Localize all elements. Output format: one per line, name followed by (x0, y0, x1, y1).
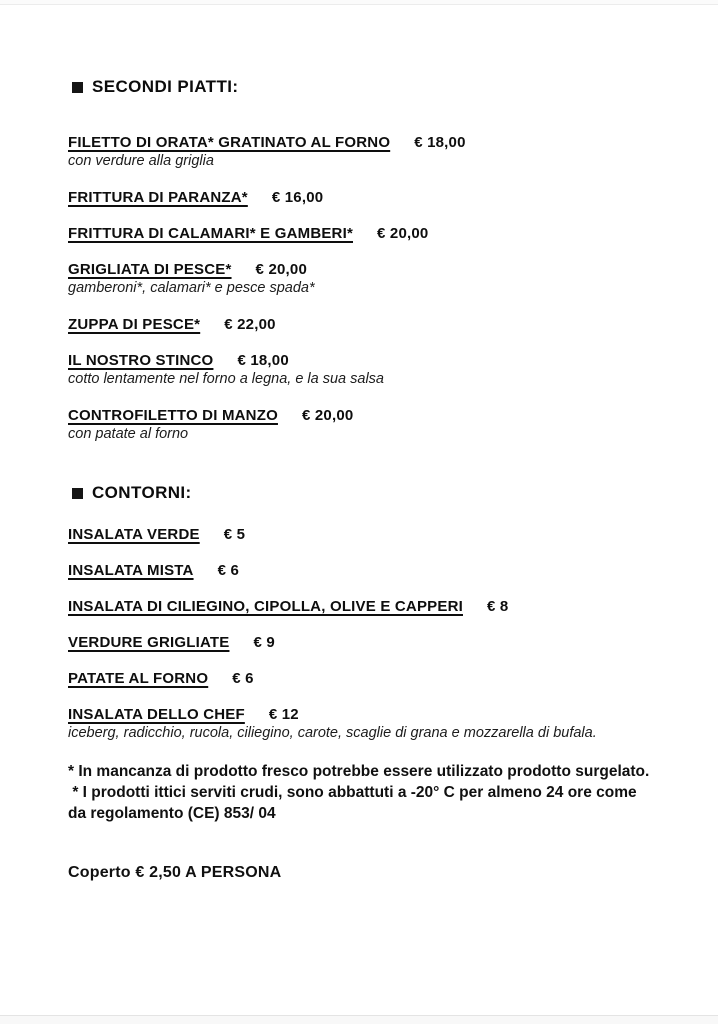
item-name: FILETTO DI ORATA* GRATINATO AL FORNO (68, 134, 391, 151)
item-name: ZUPPA DI PESCE* (68, 316, 201, 333)
item-name: VERDURE GRIGLIATE (68, 634, 230, 651)
menu-item (68, 525, 658, 544)
item-line (68, 406, 658, 425)
menu-item (68, 224, 658, 243)
item-description: cotto lentamente nel forno a legna, e la sua salsa (68, 371, 384, 387)
item-price: € 16,00 (271, 189, 324, 206)
section-title-text: SECONDI PIATTI: (92, 77, 239, 96)
item-name: CONTROFILETTO DI MANZO (68, 407, 278, 424)
square-bullet-icon (72, 488, 83, 499)
footnote-frozen-product: * In mancanza di prodotto fresco potrebbe essere utilizzato prodotto surgelato. (68, 763, 650, 780)
item-line (68, 561, 658, 580)
item-name: IL NOSTRO STINCO (68, 352, 214, 369)
menu-section (68, 77, 658, 444)
menu-section (68, 483, 658, 743)
menu-item (68, 188, 658, 207)
section-title (68, 77, 658, 97)
item-price: € 5 (223, 526, 246, 543)
item-name: FRITTURA DI CALAMARI* E GAMBERI* (68, 225, 353, 242)
item-description: iceberg, radicchio, rucola, ciliegino, carote, scaglie di grana e mozzarella di bufala. (68, 725, 597, 741)
menu-item (68, 406, 658, 444)
menu-item (68, 315, 658, 334)
item-name: GRIGLIATA DI PESCE* (68, 261, 232, 278)
item-line (68, 315, 658, 334)
item-description: con verdure alla griglia (68, 153, 214, 169)
item-price: € 20,00 (255, 261, 307, 278)
menu-item (68, 597, 658, 616)
item-line (68, 133, 658, 152)
item-name: FRITTURA DI PARANZA* (68, 189, 248, 206)
item-price: € 20,00 (377, 225, 429, 242)
item-line (68, 597, 658, 616)
item-price: € 8 (486, 598, 509, 615)
square-bullet-icon (72, 82, 83, 93)
item-price: € 9 (253, 634, 275, 651)
page-top-edge (0, 0, 718, 5)
item-line (68, 188, 658, 207)
item-name: INSALATA DELLO CHEF (68, 706, 245, 723)
item-line (68, 525, 658, 544)
menu-item (68, 669, 658, 688)
footnotes (68, 761, 656, 824)
item-description: con patate al forno (68, 426, 189, 442)
item-price: € 18,00 (237, 352, 289, 369)
menu-item (68, 351, 658, 389)
item-price: € 6 (217, 562, 240, 579)
item-line (68, 260, 658, 279)
menu-sections (68, 77, 658, 743)
item-price: € 20,00 (301, 407, 354, 424)
item-price: € 12 (268, 706, 299, 723)
menu-item (68, 633, 658, 652)
cover-charge-text: Coperto € 2,50 A PERSONA (68, 864, 282, 881)
item-line (68, 351, 658, 370)
section-items (68, 133, 658, 444)
menu-item (68, 260, 658, 298)
section-title (68, 483, 658, 503)
section-items (68, 525, 658, 743)
item-name: INSALATA VERDE (68, 526, 200, 543)
item-line (68, 669, 658, 688)
menu-item (68, 133, 658, 171)
item-price: € 6 (232, 670, 254, 687)
item-price: € 22,00 (224, 316, 276, 333)
item-line (68, 705, 658, 724)
item-name: INSALATA DI CILIEGINO, CIPOLLA, OLIVE E CAPPERI (68, 598, 463, 615)
page-bottom-edge (0, 1015, 718, 1024)
item-price: € 18,00 (414, 134, 466, 151)
item-description: gamberoni*, calamari* e pesce spada* (68, 280, 315, 296)
item-line (68, 633, 658, 652)
item-line (68, 224, 658, 243)
menu-item (68, 705, 658, 743)
menu-item (68, 561, 658, 580)
section-title-text: CONTORNI: (92, 483, 192, 502)
item-name: PATATE AL FORNO (68, 670, 209, 687)
item-name: INSALATA MISTA (68, 562, 194, 579)
footnote-raw-fish: * I prodotti ittici serviti crudi, sono abbattuti a -20° C per almeno 24 ore come da regolamento (CE) 853/ 04 (68, 784, 641, 822)
